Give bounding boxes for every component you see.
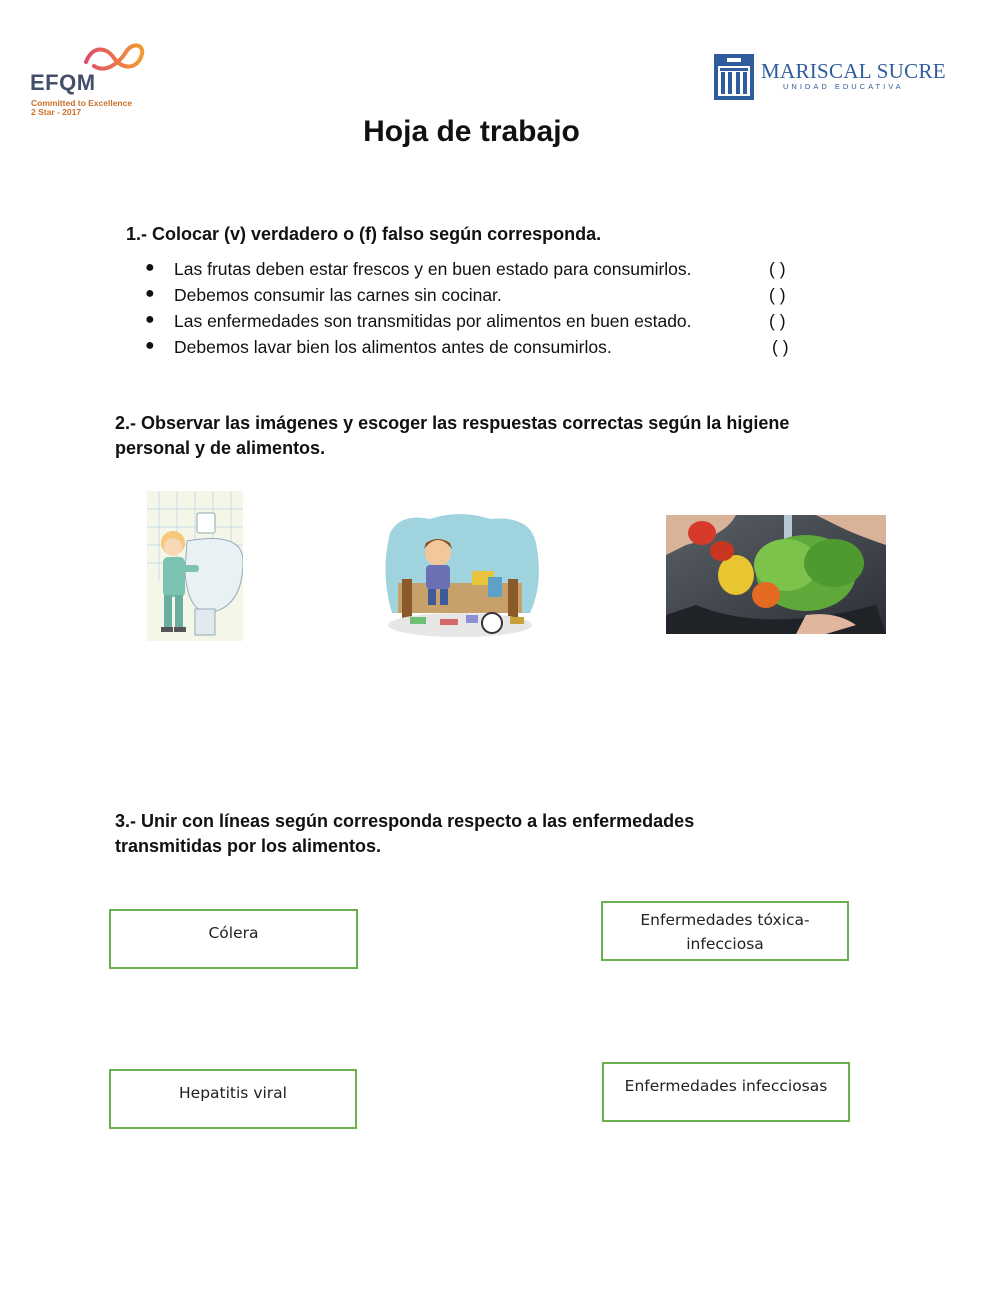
handwashing-image[interactable] xyxy=(147,491,243,641)
match-box-label: Hepatitis viral xyxy=(179,1084,287,1102)
statement-text: Las enfermedades son transmitidas por alimentos en buen estado. xyxy=(174,311,692,331)
bullet-icon: ● xyxy=(145,285,155,302)
messy-room-image[interactable] xyxy=(380,513,542,641)
efqm-tagline: Committed to Excellence xyxy=(31,98,133,108)
efqm-infinity-icon xyxy=(80,40,155,74)
washing-vegetables-photo xyxy=(666,515,886,634)
match-box-hepatitis[interactable] xyxy=(109,1069,357,1129)
match-box-toxic-infectious[interactable] xyxy=(601,901,849,961)
school-shield-icon xyxy=(713,50,755,102)
messy-room-illustration xyxy=(380,513,542,641)
bullet-icon: ● xyxy=(145,311,155,328)
bullet-icon: ● xyxy=(145,337,155,354)
true-false-list xyxy=(145,259,835,363)
match-box-infectious[interactable] xyxy=(602,1062,850,1122)
efqm-logo xyxy=(30,40,160,120)
efqm-award: 2 Star - 2017 xyxy=(31,107,82,117)
bullet-icon: ● xyxy=(145,259,155,276)
list-item xyxy=(145,311,835,337)
answer-blank[interactable]: ( ) xyxy=(769,311,786,331)
washing-vegetables-image[interactable] xyxy=(666,515,886,634)
efqm-wordmark: EFQM xyxy=(30,70,96,95)
statement-text: Las frutas deben estar frescos y en buen estado para consumirlos. xyxy=(174,259,692,279)
answer-blank[interactable]: ( ) xyxy=(769,259,786,279)
school-logo xyxy=(713,50,946,102)
question-2-label xyxy=(115,411,895,461)
match-box-label-line-1: Enfermedades tóxica- xyxy=(640,911,810,929)
match-box-label-line-2: infecciosa xyxy=(686,935,764,953)
page-title: Hoja de trabajo xyxy=(363,115,580,148)
statement-text: Debemos consumir las carnes sin cocinar. xyxy=(174,285,502,305)
school-subtitle: UNIDAD EDUCATIVA xyxy=(783,82,904,91)
question-2-line-2: personal y de alimentos. xyxy=(115,438,326,458)
question-1-label: 1.- Colocar (v) verdadero o (f) falso según corresponda. xyxy=(126,224,602,244)
school-name: MARISCAL SUCRE xyxy=(761,59,946,83)
match-box-label: Cólera xyxy=(208,924,259,942)
list-item xyxy=(145,259,835,285)
answer-blank[interactable]: ( ) xyxy=(769,285,786,305)
handwashing-illustration xyxy=(147,491,243,641)
match-box-colera[interactable] xyxy=(109,909,358,969)
question-2-line-1: 2.- Observar las imágenes y escoger las respuestas correctas según la higiene xyxy=(115,413,790,433)
answer-blank[interactable]: ( ) xyxy=(772,337,789,357)
list-item xyxy=(145,337,835,363)
question-3-label xyxy=(115,809,875,859)
list-item xyxy=(145,285,835,311)
question-3-line-1: 3.- Unir con líneas según corresponda respecto a las enfermedades xyxy=(115,811,695,831)
question-3-line-2: transmitidas por los alimentos. xyxy=(115,836,382,856)
match-box-label: Enfermedades infecciosas xyxy=(624,1077,828,1095)
statement-text: Debemos lavar bien los alimentos antes de consumirlos. xyxy=(174,337,612,357)
